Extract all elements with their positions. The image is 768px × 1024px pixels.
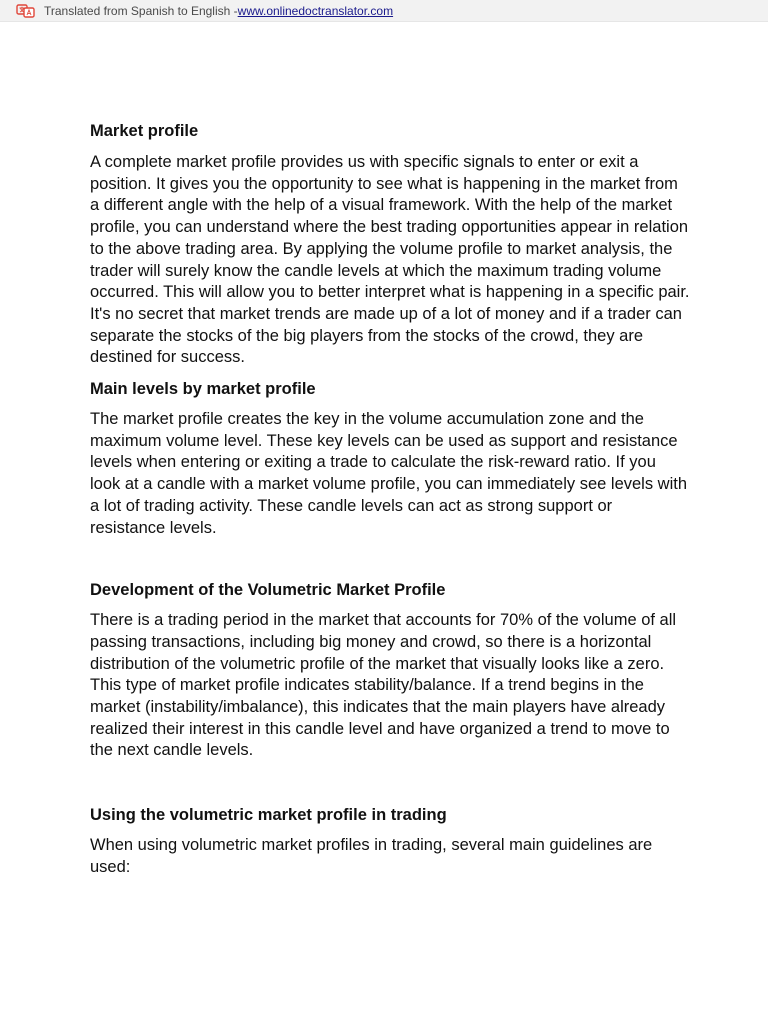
document-content — [90, 120, 690, 879]
translation-banner — [0, 0, 768, 22]
paragraph-main-levels: The market profile creates the key in the volume accumulation zone and the maximum volume level. These key levels can be used as support and resistance levels when entering or exiting a trade to calculate the risk-reward ratio. If you look at a candle with a market volume profile, you can immediately see levels with a lot of trading activity. These candle levels can act as strong support or resistance levels. — [90, 410, 688, 537]
heading-using-volumetric: Using the volumetric market profile in trading — [90, 806, 447, 825]
paragraph-using-volumetric: When using volumetric market profiles in trading, several main guidelines are used: — [90, 836, 653, 876]
banner-text: Translated from Spanish to English - — [44, 3, 238, 18]
paragraph-market-profile: A complete market profile provides us with specific signals to enter or exit a position. It gives you the opportunity to see what is happening in the market from a different angle with the help of a visual framework. With the help of the market profile, you can understand where the best trading opportunities appear in relation to the above trading area. By applying the volume profile to market analysis, the trader will surely know the candle levels at which the maximum trading volume occurred. This will allow you to better interpret what is happening in a specific pair. It's no secret that market trends are made up of a lot of money and if a trader can separate the stocks of the big players from the stocks of the crowd, they are destined for success. — [90, 153, 690, 367]
heading-market-profile: Market profile — [90, 122, 199, 140]
heading-development-volumetric: Development of the Volumetric Market Profile — [90, 581, 446, 600]
translator-link[interactable]: www.onlinedoctranslator.com — [237, 3, 394, 18]
paragraph-development-volumetric: There is a trading period in the market that accounts for 70% of the volume of all passing transactions, including big money and crowd, so there is a horizontal distribution of the volumetric profile of the market that visually looks like a zero. This type of market profile indicates stability/balance. If a trend begins in the market (instability/imbalance), this indicates that the main players have already realized their interest in this candle level and have organized a trend to move to the next candle levels. — [90, 611, 677, 760]
heading-main-levels: Main levels by market profile — [90, 380, 316, 399]
translate-icon — [16, 4, 36, 18]
